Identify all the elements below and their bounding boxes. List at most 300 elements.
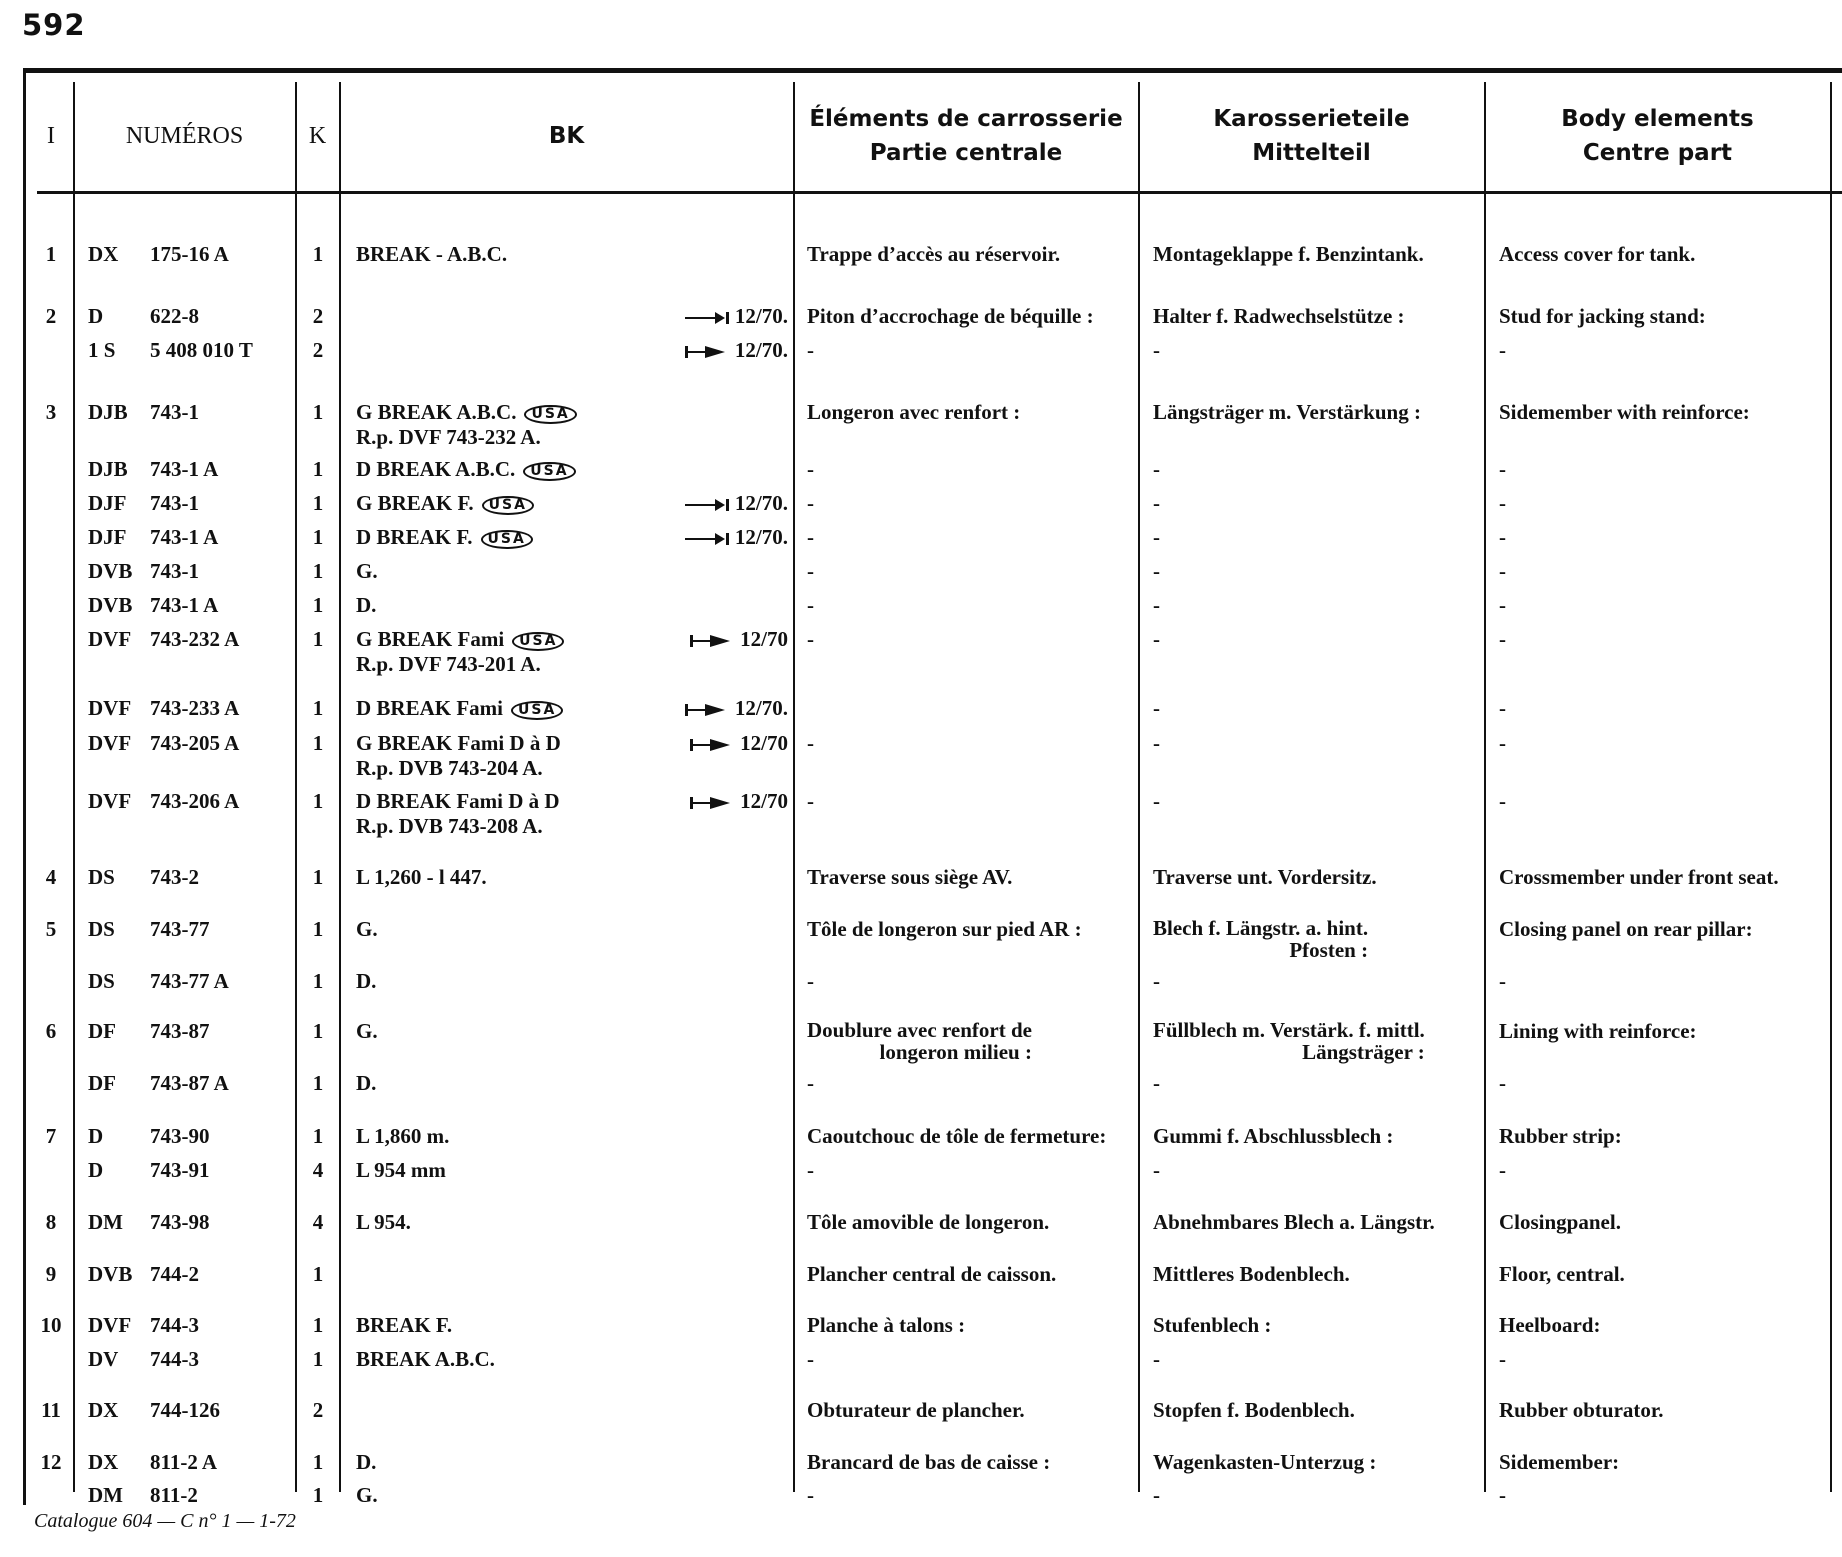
description-en-line: - — [1499, 338, 1506, 362]
bk-application — [356, 491, 534, 516]
description-de-line: - — [1153, 696, 1160, 720]
description-de-line: - — [1153, 1347, 1160, 1371]
description-de-line: Halter f. Radwechselstütze : — [1153, 304, 1405, 328]
usa-badge: USA — [511, 701, 563, 720]
part-number — [88, 1262, 199, 1287]
part-code: 743-232 A — [150, 627, 240, 651]
description-fr — [807, 593, 814, 618]
quantity-k: 1 — [312, 559, 324, 583]
description-fr-line: Doublure avec renfort de — [807, 1018, 1032, 1042]
header-bk: BK — [548, 123, 585, 149]
header-en — [1485, 82, 1830, 190]
bk-replacement: R.p. DVB 743-204 A. — [356, 756, 543, 780]
description-en — [1499, 789, 1506, 814]
part-number — [88, 491, 199, 516]
row-index: 6 — [45, 1019, 57, 1043]
description-en-line: Rubber obturator. — [1499, 1398, 1664, 1422]
bk-text: G BREAK F. — [356, 491, 474, 515]
part-number — [88, 593, 218, 618]
description-en-line: - — [1499, 1071, 1506, 1095]
description-en-line: Stud for jacking stand: — [1499, 304, 1706, 328]
description-en — [1499, 400, 1750, 425]
quantity-k: 1 — [312, 627, 324, 651]
description-fr — [807, 457, 814, 482]
date-range — [672, 304, 788, 329]
quantity-k: 1 — [312, 242, 324, 266]
bk-replacement: R.p. DVF 743-201 A. — [356, 652, 541, 676]
quantity-k: 1 — [312, 789, 324, 813]
description-de-line: Montageklappe f. Benzintank. — [1153, 242, 1424, 266]
description-de — [1153, 1450, 1376, 1475]
bk-application — [356, 1071, 376, 1096]
description-de — [1153, 731, 1160, 756]
description-de — [1153, 1483, 1160, 1508]
bk-text: G BREAK Fami — [356, 627, 505, 651]
description-fr-line: - — [807, 789, 814, 813]
description-de-line: Stufenblech : — [1153, 1313, 1272, 1337]
row-index: 1 — [45, 242, 57, 266]
part-number — [88, 1483, 198, 1508]
date-text: 12/70. — [734, 338, 788, 362]
bk-replacement: R.p. DVB 743-208 A. — [356, 814, 543, 838]
description-fr — [807, 627, 814, 652]
description-de — [1153, 696, 1160, 721]
description-de-line: Längsträger m. Verstärkung : — [1153, 400, 1421, 424]
quantity-k: 4 — [312, 1158, 324, 1182]
bk-application — [356, 865, 487, 890]
header-numeros: NUMÉROS — [125, 122, 244, 149]
description-fr-line: - — [807, 525, 814, 549]
description-en — [1499, 491, 1506, 516]
quantity-k: 1 — [312, 696, 324, 720]
part-number — [88, 338, 253, 363]
row-index: 12 — [40, 1450, 62, 1474]
description-en — [1499, 559, 1506, 584]
description-fr — [807, 242, 1060, 267]
date-range — [672, 731, 788, 756]
part-prefix: DVF — [88, 627, 132, 651]
description-en-line: Floor, central. — [1499, 1262, 1625, 1286]
part-number — [88, 559, 199, 584]
description-fr-line: Trappe d’accès au réservoir. — [807, 242, 1061, 266]
description-de — [1153, 917, 1368, 961]
description-en-line: - — [1499, 627, 1506, 651]
description-fr-line: Plancher central de caisson. — [807, 1262, 1057, 1286]
description-fr — [807, 559, 814, 584]
part-number — [88, 696, 239, 721]
description-de-line: Traverse unt. Vordersitz. — [1153, 865, 1377, 889]
bk-application — [356, 789, 560, 839]
description-fr — [807, 1313, 965, 1338]
part-code: 743-1 — [150, 400, 199, 424]
description-de — [1153, 1158, 1160, 1183]
description-de-line: Blech f. Längstr. a. hint. — [1153, 916, 1369, 940]
description-de-line: - — [1153, 969, 1160, 993]
description-de — [1153, 304, 1405, 329]
description-de — [1153, 1210, 1435, 1235]
part-number — [88, 1210, 210, 1235]
description-en — [1499, 1483, 1506, 1508]
until-date-arrow-icon — [685, 499, 729, 511]
part-number — [88, 1071, 229, 1096]
description-de-continuation: Pfosten : — [1289, 938, 1369, 962]
description-de — [1153, 559, 1160, 584]
bk-application — [356, 1124, 449, 1149]
part-prefix: DS — [88, 865, 115, 889]
date-range — [672, 491, 788, 516]
description-en-line: Access cover for tank. — [1499, 242, 1696, 266]
part-number — [88, 789, 239, 814]
row-index: 2 — [45, 304, 57, 328]
description-de — [1153, 1313, 1271, 1338]
description-de — [1153, 1071, 1160, 1096]
column-divider — [295, 82, 297, 1492]
description-de-line: - — [1153, 491, 1160, 515]
description-de-line: - — [1153, 789, 1160, 813]
part-code: 743-77 A — [150, 969, 229, 993]
description-de-line: - — [1153, 593, 1160, 617]
part-code: 743-2 — [150, 865, 199, 889]
description-fr — [807, 1483, 814, 1508]
description-en-line: Sidemember with reinforce: — [1499, 400, 1750, 424]
part-number — [88, 525, 218, 550]
description-de-line: Abnehmbares Blech a. Längstr. — [1153, 1210, 1435, 1234]
part-prefix: DM — [88, 1210, 123, 1234]
description-en-line: - — [1499, 457, 1506, 481]
row-index: 3 — [45, 400, 57, 424]
part-number — [88, 1398, 220, 1423]
description-en-line: - — [1499, 789, 1506, 813]
description-de-line: Mittleres Bodenblech. — [1153, 1262, 1350, 1286]
description-fr — [807, 1347, 814, 1372]
description-en — [1499, 1262, 1625, 1287]
part-code: 5 408 010 T — [150, 338, 253, 362]
part-code: 743-1 — [150, 559, 199, 583]
part-number — [88, 1124, 210, 1149]
part-number — [88, 1158, 210, 1183]
description-fr — [807, 789, 814, 814]
part-code: 743-1 A — [150, 457, 219, 481]
description-fr — [807, 1262, 1056, 1287]
description-en — [1499, 1398, 1664, 1423]
description-en — [1499, 525, 1506, 550]
description-de — [1153, 525, 1160, 550]
usa-badge: USA — [524, 405, 576, 424]
description-de — [1153, 969, 1160, 994]
description-fr — [807, 1398, 1025, 1423]
until-date-arrow-icon — [685, 533, 729, 545]
part-number — [88, 731, 239, 756]
bk-application — [356, 559, 378, 584]
bk-text: D BREAK Fami — [356, 696, 503, 720]
description-fr-line: - — [807, 731, 814, 755]
bk-application — [356, 525, 533, 550]
part-code: 743-205 A — [150, 731, 240, 755]
description-de — [1153, 338, 1160, 363]
description-de — [1153, 400, 1421, 425]
header-de-line1: Karosserieteile — [1213, 106, 1410, 132]
description-fr-line: Obturateur de plancher. — [807, 1398, 1025, 1422]
part-code: 811-2 — [150, 1483, 198, 1507]
header-fr-line1: Éléments de carrosserie — [809, 106, 1123, 132]
description-en — [1499, 1313, 1600, 1338]
bk-text: L 954 mm — [356, 1158, 446, 1182]
header-fr — [794, 82, 1138, 190]
row-index: 5 — [45, 917, 57, 941]
bk-text: G BREAK A.B.C. — [356, 400, 517, 424]
part-code: 743-1 A — [150, 525, 219, 549]
row-index: 4 — [45, 865, 57, 889]
description-en — [1499, 1019, 1697, 1044]
part-number — [88, 969, 229, 994]
description-de-line: - — [1153, 457, 1160, 481]
part-code: 744-126 — [150, 1398, 220, 1422]
bk-text: D. — [356, 1071, 377, 1095]
description-en-line: - — [1499, 696, 1506, 720]
description-fr-line: Planche à talons : — [807, 1313, 966, 1337]
part-code: 744-2 — [150, 1262, 199, 1286]
from-date-arrow-icon — [690, 797, 734, 809]
date-range — [672, 696, 788, 721]
description-de-line: Stopfen f. Bodenblech. — [1153, 1398, 1355, 1422]
description-de-line: Füllblech m. Verstärk. f. mittl. — [1153, 1018, 1425, 1042]
part-prefix: DX — [88, 1450, 119, 1474]
part-number — [88, 1313, 199, 1338]
part-code: 811-2 A — [150, 1450, 218, 1474]
part-code: 743-91 — [150, 1158, 210, 1182]
quantity-k: 1 — [312, 1347, 324, 1371]
from-date-arrow-icon — [690, 635, 734, 647]
description-en — [1499, 593, 1506, 618]
date-text: 12/70. — [734, 696, 788, 720]
description-en-line: Closingpanel. — [1499, 1210, 1621, 1234]
description-fr-line: Piton d’accrochage de béquille : — [807, 304, 1094, 328]
date-range — [672, 338, 788, 363]
description-en-line: Closing panel on rear pillar: — [1499, 917, 1753, 941]
description-fr-line: - — [807, 1483, 814, 1507]
part-code: 622-8 — [150, 304, 199, 328]
part-prefix: DVF — [88, 731, 132, 755]
description-fr — [807, 525, 814, 550]
description-en — [1499, 696, 1506, 721]
description-fr-line: - — [807, 491, 814, 515]
row-index: 10 — [40, 1313, 62, 1337]
description-en-line: Sidemember: — [1499, 1450, 1620, 1474]
description-en-line: - — [1499, 559, 1506, 583]
description-en — [1499, 1210, 1621, 1235]
quantity-k: 1 — [312, 525, 324, 549]
description-de-line: - — [1153, 1158, 1160, 1182]
bk-application — [356, 1210, 411, 1235]
description-de — [1153, 1124, 1393, 1149]
description-en-line: - — [1499, 593, 1506, 617]
row-index: 7 — [45, 1124, 57, 1148]
bk-text: L 1,860 m. — [356, 1124, 450, 1148]
usa-badge: USA — [512, 632, 564, 651]
part-number — [88, 400, 199, 425]
description-fr — [807, 917, 1082, 942]
description-fr-line: - — [807, 559, 814, 583]
bk-application — [356, 400, 577, 450]
date-range — [672, 525, 788, 550]
description-de-line: - — [1153, 559, 1160, 583]
description-en — [1499, 1158, 1506, 1183]
column-divider — [793, 82, 795, 1492]
column-divider — [1138, 82, 1140, 1492]
description-de — [1153, 1347, 1160, 1372]
description-en-line: - — [1499, 1158, 1506, 1182]
description-de — [1153, 1019, 1425, 1063]
bk-application — [356, 457, 576, 482]
description-fr — [807, 865, 1012, 890]
description-en — [1499, 1450, 1619, 1475]
quantity-k: 1 — [312, 400, 324, 424]
part-number — [88, 1347, 199, 1372]
description-fr-line: - — [807, 627, 814, 651]
quantity-k: 1 — [312, 917, 324, 941]
description-fr-line: - — [807, 969, 814, 993]
bk-text: G BREAK Fami D à D — [356, 731, 561, 755]
part-prefix: DVB — [88, 559, 133, 583]
bk-application — [356, 1483, 378, 1508]
part-prefix: DV — [88, 1347, 119, 1371]
header-de-line2: Mittelteil — [1252, 140, 1371, 166]
quantity-k: 1 — [312, 1262, 324, 1286]
part-number — [88, 1019, 210, 1044]
description-de — [1153, 1398, 1355, 1423]
bk-text: G. — [356, 1483, 378, 1507]
description-fr — [807, 304, 1094, 329]
quantity-k: 1 — [312, 865, 324, 889]
part-code: 743-233 A — [150, 696, 240, 720]
part-prefix: DVF — [88, 1313, 132, 1337]
description-fr — [807, 1210, 1049, 1235]
description-fr — [807, 491, 814, 516]
row-index: 11 — [41, 1398, 61, 1422]
bk-text: G. — [356, 917, 378, 941]
quantity-k: 1 — [312, 491, 324, 515]
quantity-k: 2 — [312, 338, 324, 362]
part-prefix: DX — [88, 242, 119, 266]
description-de-line: - — [1153, 338, 1160, 362]
part-prefix: DJF — [88, 525, 127, 549]
header-en-line2: Centre part — [1582, 140, 1733, 166]
bk-text: G. — [356, 559, 378, 583]
description-en — [1499, 1071, 1506, 1096]
part-code: 743-87 — [150, 1019, 210, 1043]
header-index: I — [47, 122, 55, 149]
description-en — [1499, 969, 1506, 994]
column-divider — [339, 82, 341, 1492]
bk-application — [356, 1347, 495, 1372]
quantity-k: 1 — [312, 969, 324, 993]
part-code: 743-90 — [150, 1124, 210, 1148]
part-prefix: D — [88, 1124, 104, 1148]
header-de — [1139, 82, 1484, 190]
part-prefix: DS — [88, 969, 115, 993]
description-fr-line: - — [807, 457, 814, 481]
bk-application — [356, 917, 378, 942]
quantity-k: 1 — [312, 1019, 324, 1043]
bk-application — [356, 731, 561, 781]
description-fr-continuation: longeron milieu : — [879, 1040, 1032, 1064]
description-fr — [807, 338, 814, 363]
part-code: 744-3 — [150, 1313, 199, 1337]
description-fr-line: Tôle amovible de longeron. — [807, 1210, 1050, 1234]
bk-application — [356, 593, 376, 618]
quantity-k: 1 — [312, 1313, 324, 1337]
header-fr-line2: Partie centrale — [869, 140, 1063, 166]
description-de — [1153, 627, 1160, 652]
quantity-k: 1 — [312, 1124, 324, 1148]
description-en-line: - — [1499, 731, 1506, 755]
description-en-line: - — [1499, 491, 1506, 515]
part-code: 175-16 A — [150, 242, 229, 266]
date-text: 12/70 — [740, 731, 788, 755]
part-prefix: DF — [88, 1019, 116, 1043]
part-prefix: DVB — [88, 593, 133, 617]
description-en-line: - — [1499, 1483, 1506, 1507]
part-number — [88, 1450, 217, 1475]
description-en-line: Heelboard: — [1499, 1313, 1601, 1337]
part-prefix: DVB — [88, 1262, 133, 1286]
description-en — [1499, 1124, 1622, 1149]
description-en — [1499, 731, 1506, 756]
description-fr-line: Brancard de bas de caisse : — [807, 1450, 1051, 1474]
usa-badge: USA — [482, 496, 534, 515]
description-de-line: - — [1153, 627, 1160, 651]
quantity-k: 1 — [312, 1483, 324, 1507]
part-prefix: 1 S — [88, 338, 116, 362]
description-fr — [807, 1071, 814, 1096]
part-code: 744-3 — [150, 1347, 199, 1371]
description-de — [1153, 789, 1160, 814]
description-de — [1153, 1262, 1350, 1287]
part-prefix: DVF — [88, 696, 132, 720]
description-de-line: - — [1153, 1483, 1160, 1507]
description-en-line: Lining with reinforce: — [1499, 1019, 1697, 1043]
description-en — [1499, 1347, 1506, 1372]
bk-text: L 954. — [356, 1210, 411, 1234]
part-code: 743-1 — [150, 491, 199, 515]
description-en-line: Rubber strip: — [1499, 1124, 1622, 1148]
footer-catalogue-ref: Catalogue 604 — C n° 1 — 1-72 — [34, 1510, 296, 1532]
description-en-line: Crossmember under front seat. — [1499, 865, 1779, 889]
bk-text: D BREAK F. — [356, 525, 473, 549]
bk-application — [356, 1158, 446, 1183]
usa-badge: USA — [523, 462, 575, 481]
date-text: 12/70 — [740, 627, 788, 651]
description-fr-line: Caoutchouc de tôle de fermeture: — [807, 1124, 1107, 1148]
description-fr-line: Longeron avec renfort : — [807, 400, 1021, 424]
header-rule — [37, 191, 1842, 194]
bk-application — [356, 627, 564, 677]
page-number: 592 — [22, 8, 86, 42]
description-en — [1499, 338, 1506, 363]
column-divider — [1484, 82, 1486, 1492]
part-number — [88, 865, 199, 890]
part-prefix: DM — [88, 1483, 123, 1507]
from-date-arrow-icon — [685, 704, 729, 716]
header-en-line1: Body elements — [1561, 106, 1754, 132]
bk-application — [356, 1313, 452, 1338]
description-fr-line: - — [807, 1158, 814, 1182]
date-text: 12/70. — [734, 491, 788, 515]
part-prefix: DVF — [88, 789, 132, 813]
from-date-arrow-icon — [685, 346, 729, 358]
description-en — [1499, 457, 1506, 482]
quantity-k: 1 — [312, 593, 324, 617]
